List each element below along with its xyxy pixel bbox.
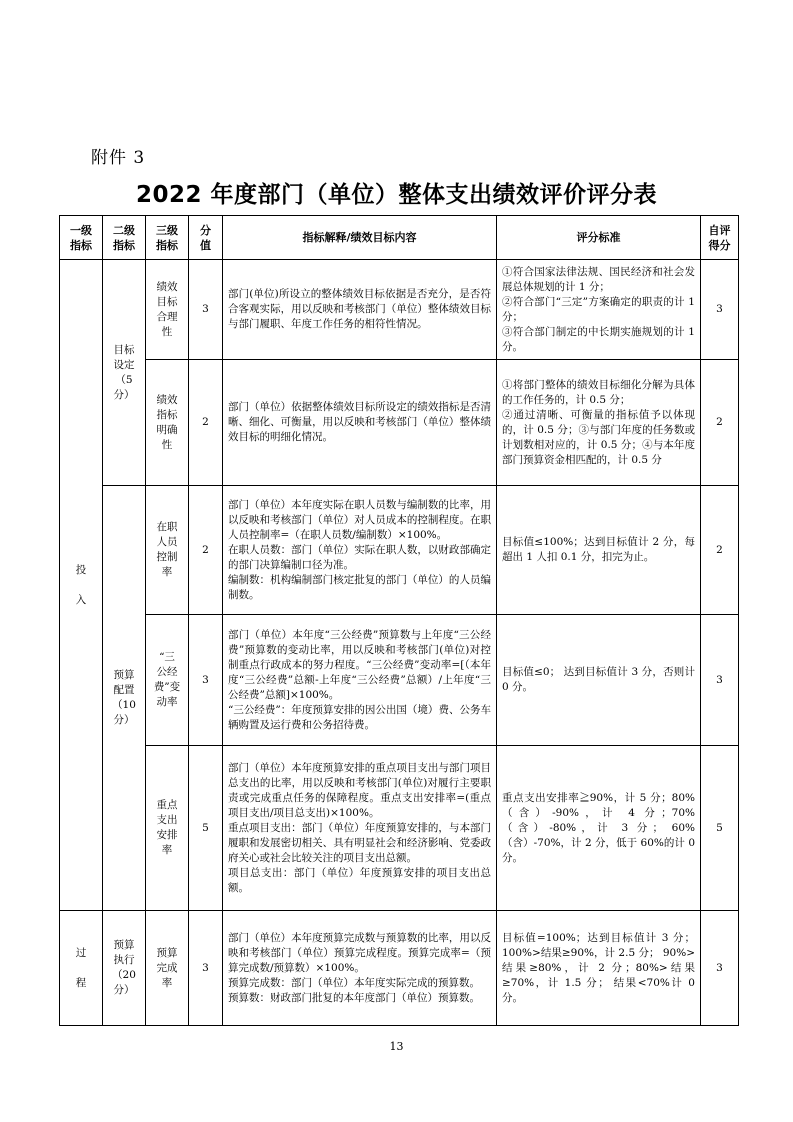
level2-budget-execution: 预算 执行 （20 分） <box>103 911 146 1026</box>
table-row <box>60 911 739 1026</box>
indicator-explanation: 部门（单位）本年度预算完成数与预算数的比率，用以反映和考核部门（单位）预算完成程度。预算完成率=（预算完成数/预算数）×100%。 预算完成数：部门（单位）本年度实际完成的预算数。 预算数：财政部门批复的本年度部门（单位）预算数。 <box>223 911 497 1026</box>
score-value: 2 <box>189 360 223 486</box>
header-level2: 二级 指标 <box>103 216 146 260</box>
annex-label: 附件 3 <box>91 148 146 168</box>
level1-input: 投 入 <box>60 260 103 911</box>
level3-name: 绩效 目标 合理 性 <box>146 260 189 360</box>
scoring-standard: 目标值≤100%；达到目标值计 2 分，每超出 1 人扣 0.1 分，扣完为止。 <box>497 486 701 615</box>
indicator-explanation: 部门(单位)所设立的整体绩效目标依据是否充分，是否符合客观实际，用以反映和考核部门（单位）整体绩效目标与部门履职、年度工作任务的相符性情况。 <box>223 260 497 360</box>
header-score: 分 值 <box>189 216 223 260</box>
table-header-row <box>60 216 739 260</box>
level3-name: 预算 完成 率 <box>146 911 189 1026</box>
indicator-explanation: 部门（单位）本年度预算安排的重点项目支出与部门项目总支出的比率，用以反映和考核部门(单位)对履行主要职责或完成重点任务的保障程度。重点支出安排率=(重点项目支出/项目总支出)×100%。 重点项目支出：部门（单位）年度预算安排的，与本部门履职和发展密切相关、具有明显社会和经济影响、党委政府关心或社会比较关注的项目支出总额。 项目总支出：部门（单位）年度预算安排的项目支出总额。 <box>223 746 497 911</box>
page-number: 13 <box>389 1040 404 1053</box>
self-score: 2 <box>701 486 739 615</box>
level2-budget-allocation: 预算 配置 （10 分） <box>103 486 146 911</box>
scoring-standard: ①符合国家法律法规、国民经济和社会发展总体规划的计 1 分； ②符合部门“三定”方案确定的职责的计 1 分； ③符合部门制定的中长期实施规划的计 1 分。 <box>497 260 701 360</box>
scoring-standard: ①将部门整体的绩效目标细化分解为具体的工作任务的，计 0.5 分； ②通过清晰、可衡量的指标值予以体现的，计 0.5 分；③与部门年度的任务数或计划数相对应的，计 0.5 分；④与本年度部门预算资金相匹配的，计 0.5 分 <box>497 360 701 486</box>
scoring-standard: 目标值=100%；达到目标值计 3 分；100%>结果≥90%，计 2.5 分； 90%>结果≥80%，计 2 分；80%>结果≥70%，计 1.5 分； 结果<70%计 0 分。 <box>497 911 701 1026</box>
header-level3: 三级 指标 <box>146 216 189 260</box>
level3-name: 重点 支出 安排 率 <box>146 746 189 911</box>
score-value: 3 <box>189 911 223 1026</box>
table-row <box>60 746 739 911</box>
level3-name: “三 公经 费”变 动率 <box>146 615 189 746</box>
header-level1: 一级 指标 <box>60 216 103 260</box>
self-score: 3 <box>701 911 739 1026</box>
scoring-table <box>59 215 739 1026</box>
header-self-score: 自评 得分 <box>701 216 739 260</box>
score-value: 2 <box>189 486 223 615</box>
self-score: 2 <box>701 360 739 486</box>
table-row <box>60 260 739 360</box>
level3-name: 绩效 指标 明确 性 <box>146 360 189 486</box>
level2-goal-setting: 目标 设定 （5 分） <box>103 260 146 486</box>
header-standard: 评分标准 <box>497 216 701 260</box>
scoring-standard: 重点支出安排率≧90%，计 5 分；80%（含）-90%，计 4 分；70%（含）-80%，计 3 分； 60%（含）-70%，计 2 分，低于 60%的计 0 分。 <box>497 746 701 911</box>
scoring-standard: 目标值≤0； 达到目标值计 3 分，否则计 0 分。 <box>497 615 701 746</box>
level3-name: 在职 人员 控制 率 <box>146 486 189 615</box>
table-row <box>60 486 739 615</box>
page-title: 2022 年度部门（单位）整体支出绩效评价评分表 <box>135 182 658 208</box>
header-explain: 指标解释/绩效目标内容 <box>223 216 497 260</box>
score-value: 5 <box>189 746 223 911</box>
score-value: 3 <box>189 260 223 360</box>
table-row <box>60 360 739 486</box>
self-score: 3 <box>701 260 739 360</box>
level1-process: 过 程 <box>60 911 103 1026</box>
indicator-explanation: 部门（单位）本年度实际在职人员数与编制数的比率，用以反映和考核部门（单位）对人员成本的控制程度。在职人员控制率=（在职人员数/编制数）×100%。 在职人员数：部门（单位）实际在职人数，以财政部确定的部门决算编制口径为准。 编制数：机构编制部门核定批复的部门（单位）的人员编制数。 <box>223 486 497 615</box>
table-row <box>60 615 739 746</box>
indicator-explanation: 部门（单位）本年度“三公经费”预算数与上年度“三公经费”预算数的变动比率，用以反映和考核部门(单位)对控制重点行政成本的努力程度。“三公经费”变动率=[（本年度“三公经费”总额-上年度“三公经费”总额）/上年度“三公经费”总额]×100%。 “三公经费”：年度预算安排的因公出国（境）费、公务车辆购置及运行费和公务招待费。 <box>223 615 497 746</box>
indicator-explanation: 部门（单位）依据整体绩效目标所设定的绩效指标是否清晰、细化、可衡量，用以反映和考核部门（单位）整体绩效目标的明细化情况。 <box>223 360 497 486</box>
score-value: 3 <box>189 615 223 746</box>
self-score: 3 <box>701 615 739 746</box>
self-score: 5 <box>701 746 739 911</box>
